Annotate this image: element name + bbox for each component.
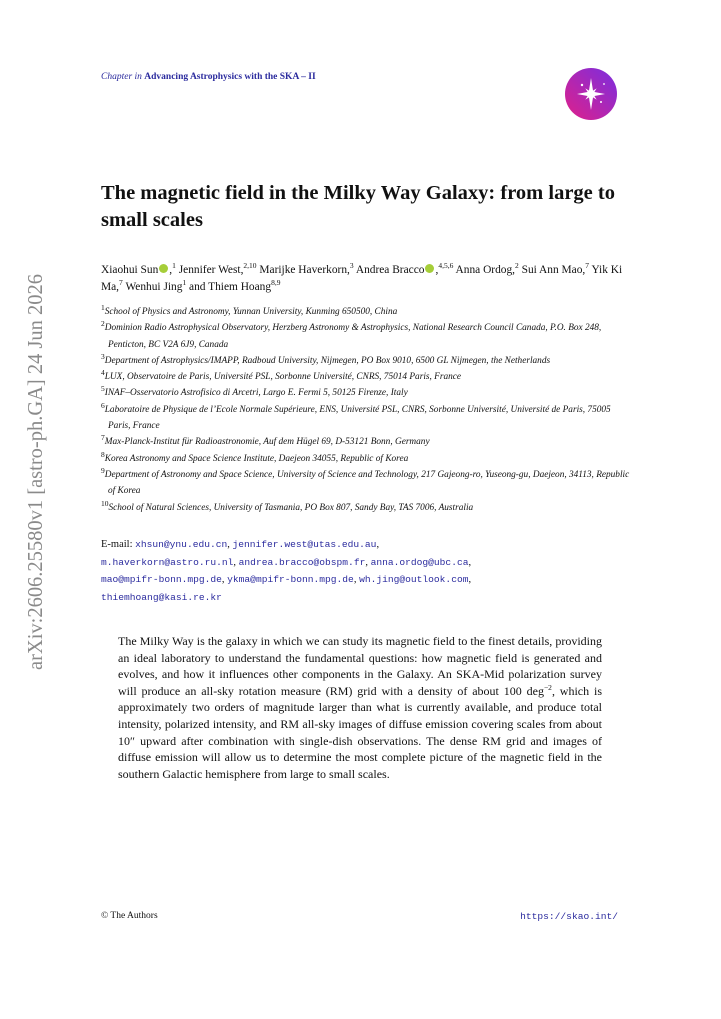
ska-url-link[interactable]: https://skao.int/ — [520, 911, 618, 922]
affiliation-text: Dominion Radio Astrophysical Observatory, Herzberg Astronomy & Astrophysics, National Research Council Canada, P.O. Box 248, Penticton, BC V2A 6J9, Canada — [104, 323, 602, 350]
affiliation-number: 9 — [101, 465, 105, 475]
affiliation-number: 7 — [101, 433, 105, 443]
email-link[interactable]: mao@mpifr-bonn.mpg.de — [101, 574, 222, 585]
email-link[interactable]: jennifer.west@utas.edu.au — [232, 539, 377, 550]
author-name: Wenhui Jing — [125, 281, 183, 293]
author-list: Xiaohui Sun ,$^1$ Jennifer West,$^{2,10}$ Marijke Haverkorn,$^3$ Andrea Bracco ,$^{4,5,6}$ Anna Ordog,$^2$ Sui Ann Mao,$^7$ Yik Ki Ma,$^7$ Wenhui Jing$^1$ and Thiem Hoang$^{8,9}$ — [101, 261, 623, 293]
abstract — [118, 633, 602, 782]
affiliation-item — [101, 434, 631, 450]
affiliation-text: Laboratoire de Physique de l’Ecole Normale Supérieure, ENS, Université PSL, CNRS, Sorbonne Université, Université de Paris, 75005 Paris, France — [104, 404, 611, 432]
affiliation-number: 3 — [101, 351, 105, 361]
affiliation-item — [101, 369, 631, 385]
affiliation-text: Korea Astronomy and Space Science Institute, Daejeon 34055, Republic of Korea — [104, 453, 409, 464]
affiliation-number: 10 — [101, 498, 109, 508]
affiliation-item — [101, 467, 631, 500]
affiliation-item — [101, 500, 631, 516]
abstract-text-1: The Milky Way is the galaxy in which we can study its magnetic field to the finest details, providing an ideal laboratory to understand the fundamental questions: how magnetic field is generated and evolves, and how it influences other components in the Galaxy. An SKA-Mid polarization survey will produce an all-sky rotation measure (RM) grid with a density of about 100 deg — [118, 634, 602, 698]
email-link[interactable]: andrea.bracco@obspm.fr — [238, 556, 366, 568]
chapter-prefix: Chapter in — [101, 72, 142, 82]
abstract-superscript: −2 — [543, 682, 552, 692]
author-name: Marijke Haverkorn, — [259, 264, 350, 276]
arxiv-identifier-vertical — [8, 270, 52, 670]
author-affiliation-marker: 7 — [119, 278, 123, 288]
email-label: E-mail: — [101, 539, 133, 550]
author-affiliation-marker: 2,10 — [243, 261, 257, 271]
orcid-icon[interactable] — [425, 264, 434, 273]
author-affiliation-marker: 3 — [349, 261, 354, 271]
affiliation-number: 5 — [101, 384, 105, 394]
email-link[interactable]: ykma@mpifr-bonn.mpg.de — [227, 574, 354, 585]
affiliation-text: School of Natural Sciences, University of Tasmania, PO Box 807, Sandy Bay, TAS 7006, Australia — [108, 502, 474, 513]
author-name: Xiaohui Sun — [101, 264, 159, 276]
author-affiliation-marker: 7 — [585, 261, 589, 271]
email-link[interactable]: thiemhoang@kasi.re.kr — [101, 591, 222, 603]
email-block — [101, 536, 631, 606]
affiliation-item — [101, 320, 631, 353]
book-title: Advancing Astrophysics with the SKA – II — [144, 72, 316, 82]
affiliation-text: Max-Planck-Institut für Radioastronomie, Auf dem Hügel 69, D-53121 Bonn, Germany — [104, 437, 430, 448]
email-list: xhsun@ynu.edu.cn, jennifer.west@utas.edu.au, m.haverkorn@astro.ru.nl, andrea.bracco@obspm.fr, anna.ordog@ubc.ca, mao@mpifr-bonn.mpg.de, ykma@mpifr-bonn.mpg.de, wh.jing@outlook.com, thiemhoang@kasi.re.kr — [101, 539, 472, 603]
abstract-text-2: , which is approximately two orders of magnitude larger than what is currently available, and produce total intensity, polarized intensity, and RM all-sky images of diffuse emission covering scales from about 10″ upward after combination with single-dish observations. The dense RM grid and images of diffuse emission will allow us to determine the most complete picture of the magnetic field in the southern Galactic hemisphere from large to small scales. — [118, 683, 602, 781]
affiliation-list — [101, 304, 631, 516]
affiliation-text: LUX, Observatoire de Paris, Université PSL, Sorbonne Université, CNRS, 75014 Paris, France — [104, 372, 462, 383]
email-link[interactable]: anna.ordog@ubc.ca — [370, 556, 469, 568]
email-link[interactable]: m.haverkorn@astro.ru.nl — [101, 556, 234, 568]
affiliation-number: 1 — [101, 302, 105, 312]
copyright-notice: © The Authors — [101, 911, 158, 921]
author-name: Anna Ordog, — [455, 264, 516, 276]
author-affiliation-marker: 8,9 — [271, 278, 281, 288]
affiliation-text: Department of Astrophysics/IMAPP, Radboud University, Nijmegen, PO Box 9010, 6500 GL Nijmegen, the Netherlands — [104, 355, 551, 366]
affiliation-text: School of Physics and Astronomy, Yunnan University, Kunming 650500, China — [104, 307, 398, 317]
affiliation-number: 4 — [101, 368, 105, 378]
author-name: Sui Ann Mao, — [521, 264, 586, 276]
author-name: Yik Ki Ma, — [101, 264, 623, 293]
affiliation-item — [101, 353, 631, 369]
author-name: Thiem Hoang — [208, 281, 272, 293]
affiliation-item — [101, 451, 631, 467]
affiliation-item — [101, 402, 631, 435]
affiliation-number: 8 — [101, 449, 105, 459]
affiliation-text: Department of Astronomy and Space Science, University of Science and Technology, 217 Gajeong-ro, Yuseong-gu, Daejeon, 34113, Republic of Korea — [104, 469, 630, 497]
email-link[interactable]: xhsun@ynu.edu.cn — [135, 539, 228, 550]
author-affiliation-marker: 2 — [515, 261, 519, 271]
arxiv-identifier-text: arXiv:2606.25580v1 [astro-ph.GA] 24 Jun 2026 — [23, 270, 47, 670]
author-affiliation-marker: 1 — [172, 261, 176, 271]
arxiv-identifier — [8, 270, 52, 670]
affiliation-number: 2 — [101, 319, 105, 329]
author-affiliation-marker: 4,5,6 — [438, 261, 454, 271]
orcid-icon[interactable] — [159, 264, 168, 273]
paper-title: The magnetic field in the Milky Way Galaxy: from large to small scales — [101, 182, 615, 231]
affiliation-text: INAF–Osservatorio Astrofisico di Arcetri, Largo E. Fermi 5, 50125 Firenze, Italy — [104, 388, 408, 399]
ska-star-logo — [564, 67, 618, 121]
chapter-header — [101, 72, 316, 82]
affiliation-item — [101, 304, 631, 320]
author-name: Jennifer West, — [178, 264, 244, 276]
affiliation-number: 6 — [101, 400, 105, 410]
affiliation-item — [101, 385, 631, 401]
author-name: Andrea Bracco — [355, 264, 425, 276]
email-link[interactable]: wh.jing@outlook.com — [359, 574, 469, 585]
author-affiliation-marker: 1 — [182, 278, 187, 288]
